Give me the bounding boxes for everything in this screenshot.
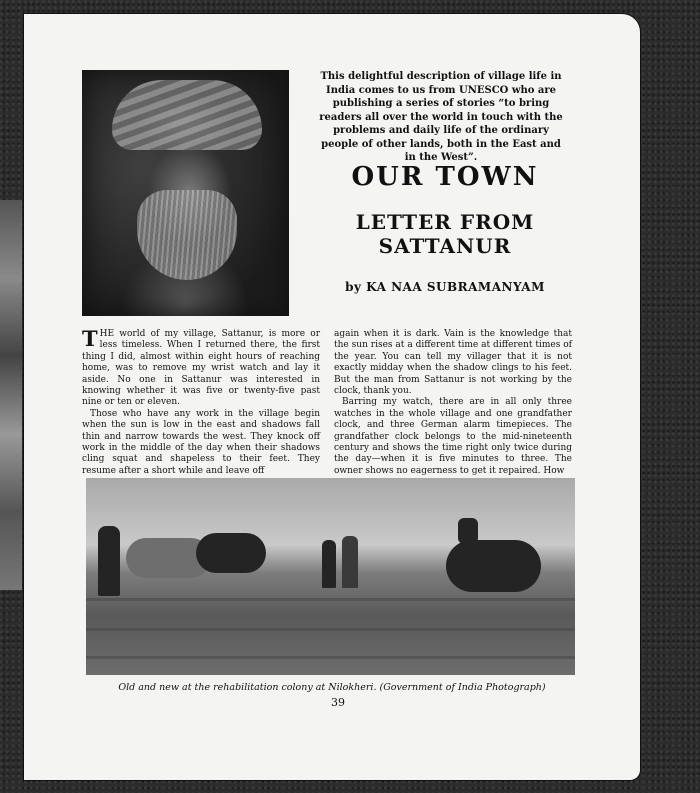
furrow-line — [86, 656, 575, 659]
worker-figure — [322, 540, 336, 588]
photo-caption: Old and new at the rehabilitation colony at Nilokheri. (Government of India Photograph) — [118, 682, 546, 693]
adjacent-page-edge — [0, 200, 22, 590]
body-paragraph — [82, 326, 320, 409]
article-title: OUR TOWN — [351, 162, 539, 192]
furrow-line — [86, 598, 575, 601]
turban-shape — [112, 80, 262, 150]
paragraph-text: HE world of my village, Sattanur, is more or less timeless. When I returned there, the first thing I did, almost within eight hours of reaching home, was to remove my wrist watch and lay it aside. No one in Sattanur was interested in knowing whether it was five or twenty-five past nine or ten or eleven. — [82, 329, 320, 408]
body-paragraph: Those who have any work in the village begin when the sun is low in the east and shadows fall thin and narrow towards the west. They knock off work in the middle of the day when their shadows cling squat and shapeless to their feet. They resume after a short while and leave off — [82, 408, 320, 476]
article-byline: by KA NAA SUBRAMANYAM — [345, 280, 545, 294]
portrait-photo — [82, 70, 289, 316]
body-paragraph: again when it is dark. Vain is the knowledge that the sun rises at a different time at different times of the year. You can tell my villager that it is not exactly midday when the shadow clings to his feet. But the man from Sattanur is not working by the clock, thank you. — [334, 329, 572, 397]
furrow-line — [86, 628, 575, 631]
drop-cap: T — [82, 326, 98, 351]
body-column-right — [334, 329, 572, 477]
beard-shape — [137, 190, 237, 280]
body-column-left — [82, 326, 320, 477]
page-number: 39 — [331, 696, 345, 709]
worker-figure — [342, 536, 358, 588]
farmer-figure — [98, 526, 120, 596]
article-subtitle: LETTER FROM SATTANUR — [355, 210, 535, 258]
tractor-figure — [446, 540, 541, 592]
tractor-driver-figure — [458, 518, 478, 544]
ox-figure — [196, 533, 266, 573]
field-photo — [86, 478, 575, 675]
intro-blurb: This delightful description of village life in India comes to us from UNESCO who are publishing a series of stories “to bring readers all over the world in touch with the problems and daily life of the ordinary people of other lands, both in the East and in the West”. — [319, 71, 563, 163]
body-paragraph: Barring my watch, there are in all only three watches in the whole village and one grandfather clock, and three German alarm timepieces. The grandfather clock belongs to the mid-nineteenth century and shows the time right only twice during the day—when it is five minutes to three. The owner shows no eagerness to get it repaired. How — [334, 397, 572, 476]
